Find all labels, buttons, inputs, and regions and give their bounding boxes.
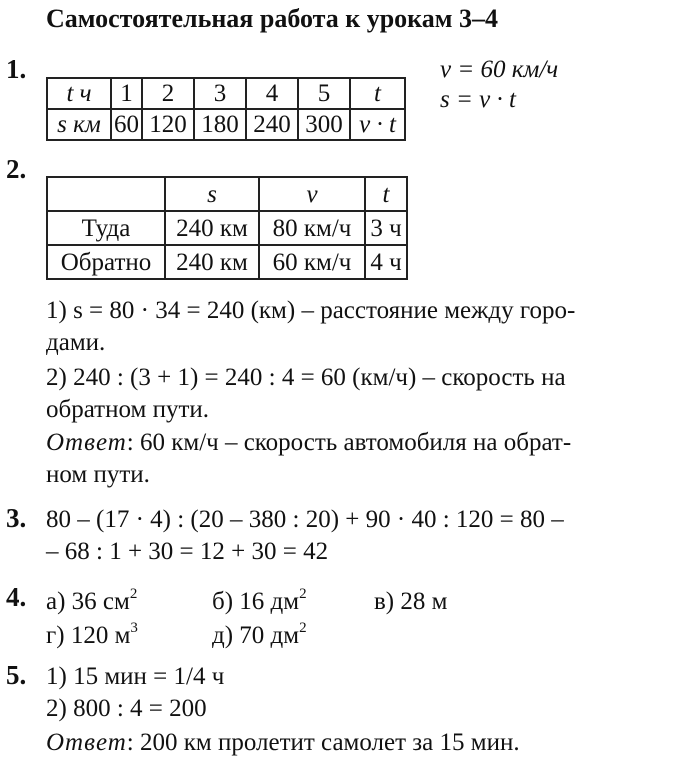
table-cell: 4 (246, 78, 298, 109)
table-cell (47, 177, 165, 211)
task-5-answer (46, 727, 520, 759)
table-row (47, 109, 405, 140)
table-cell: Обратно (47, 245, 165, 279)
table-cell: 300 (298, 109, 350, 140)
table-cell: s (165, 177, 259, 211)
answer-text: : 200 км пролетит самолет за 15 мин. (126, 729, 520, 756)
task-2-line-3: 2) 240 : (3 + 1) = 240 : 4 = 60 (км/ч) – скорость на (46, 364, 566, 391)
table-cell: 240 (246, 109, 298, 140)
answer-label: Ответ (46, 729, 127, 756)
table-cell: 60 (111, 109, 142, 140)
table-row (47, 177, 407, 211)
superscript: 3 (130, 620, 138, 636)
task-5-line-1: 1) 15 мин = 1/4 ч (46, 663, 225, 690)
task-4-number: 4. (6, 582, 27, 612)
table-row (47, 245, 407, 279)
task-2-table (46, 176, 408, 280)
table-row (47, 211, 407, 245)
table-cell: 180 (194, 109, 246, 140)
task-4-answer-g: г) 120 $м^3$ (46, 620, 138, 649)
task-4-answer-v: в) 28 м (374, 588, 448, 615)
task-4-answer-a: а) 36 $см^2$ (46, 586, 138, 615)
table-cell: 2 (142, 78, 194, 109)
task-3-line-1: 80 – (17 · 4) : (20 – 380 : 20) + 90 · 40 : 120 = 80 – (46, 506, 564, 533)
task-5-line-2: 2) 800 : 4 = 200 (46, 695, 207, 722)
task-1-formula-distance: s = v · t (440, 86, 516, 113)
task-1-table (46, 77, 406, 141)
task-1-number: 1. (6, 54, 27, 84)
table-cell: 4 ч (365, 245, 407, 279)
task-1-formula-speed: v = 60 км/ч (440, 56, 559, 83)
superscript: 2 (299, 620, 307, 636)
table-cell: t (350, 78, 405, 109)
page-title: Самостоятельная работа к урокам 3–4 (46, 4, 498, 33)
task-2-answer-line-1 (46, 427, 571, 459)
table-cell: 120 (142, 109, 194, 140)
task-2-answer-line-2: ном пути. (46, 461, 150, 488)
answer-text: : 60 км/ч – скорость автомобиля на обрат- (126, 429, 572, 456)
table-cell: v · t (350, 109, 405, 140)
task-2-number: 2. (6, 154, 27, 184)
table-cell: Туда (47, 211, 165, 245)
table-cell: v (259, 177, 365, 211)
table-cell: 1 (111, 78, 142, 109)
answer-label: Ответ (46, 429, 127, 456)
task-2-line-2: дами. (46, 329, 106, 356)
task-3-number: 3. (6, 503, 27, 533)
table-cell: t ч (47, 78, 111, 109)
table-row (47, 78, 405, 109)
table-cell: 3 ч (365, 211, 407, 245)
table-cell: 80 км/ч (259, 211, 365, 245)
table-cell: 240 км (165, 245, 259, 279)
table-cell: t (365, 177, 407, 211)
table-cell: s км (47, 109, 111, 140)
superscript: 2 (129, 586, 138, 602)
task-2-line-4: обратном пути. (46, 396, 210, 423)
table-cell: 60 км/ч (259, 245, 365, 279)
task-5-number: 5. (6, 660, 27, 690)
task-4-answer-b: б) 16 $дм^2$ (212, 586, 307, 615)
table-cell: 3 (194, 78, 246, 109)
table-cell: 5 (298, 78, 350, 109)
task-2-line-1: 1) s = 80 · 34 = 240 (км) – расстояние между горо- (46, 297, 576, 324)
table-cell: 240 км (165, 211, 259, 245)
superscript: 2 (299, 586, 307, 602)
task-4-answer-d: д) 70 $дм^2$ (212, 620, 307, 649)
task-3-line-2: – 68 : 1 + 30 = 12 + 30 = 42 (46, 538, 329, 565)
